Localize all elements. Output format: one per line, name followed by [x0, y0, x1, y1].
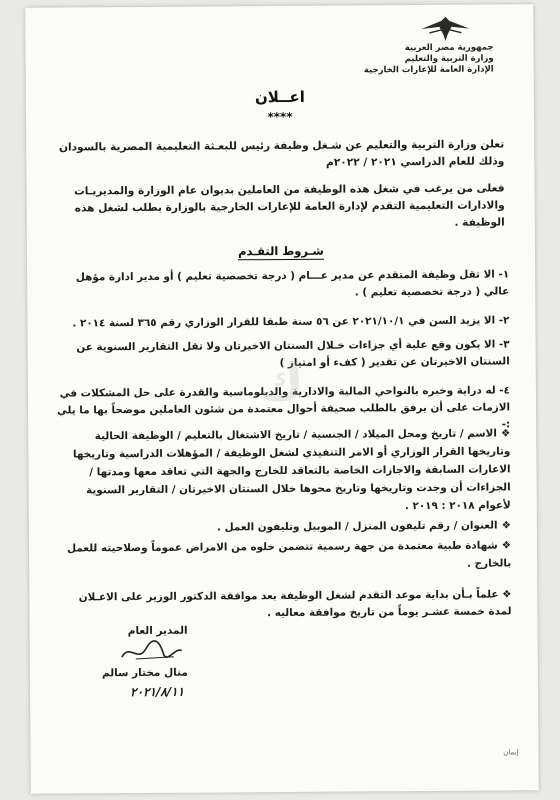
condition-4: ٤- له دراية وخبره بالنواحي المالية والادارية والدبلوماسية والقدرة على حل المشكلات في الازمات على أن يرفق بالطلب صحيفة أحوال معتمدة من شئون العاملين موضحاً بها ما يلي :-	[56, 384, 511, 431]
signatory-title: المدير العام	[127, 624, 188, 638]
list-item	[54, 424, 511, 517]
conditions-heading-text: شـروط التقـدم	[238, 243, 324, 259]
list-item-text: شهادة طبية معتمدة من جهة رسمية تتضمن خلوه من الامراض عموماً وصلاحيته للعمل بالخارج .	[67, 539, 512, 570]
list-item-text: العنوان / رقم تليفون المنزل / الموبيل وتليفون العمل .	[216, 519, 498, 534]
letterhead-line-2: وزارة التربية والتعليم	[404, 53, 494, 65]
document-page	[25, 4, 538, 794]
eagle-emblem-icon	[419, 15, 471, 43]
list-item	[55, 516, 511, 537]
list-item	[55, 536, 511, 575]
closing-line-1-text: علماً بـأن بداية موعد التقدم لشغل الوظيفة بعد موافقة الدكتور الوزير على الاعـلان	[78, 588, 499, 604]
ministry-letterhead	[363, 12, 499, 85]
closing-line-2: لمدة خمسة عشـر يوماً من تاريخ موافقة معاليه .	[267, 605, 512, 620]
handwritten-signature-icon	[116, 637, 186, 667]
required-documents-list	[54, 424, 511, 577]
announcement-title: اعــلان	[254, 87, 305, 107]
letterhead-line-3: الإدارة العامة للإعارات الخارجية	[363, 64, 494, 76]
list-item-text: الاسم / تاريخ ومحل الميلاد / الجنسية / تاريخ الاشتغال بالتعليم / الوظيفة الحالية وتاريخها القرار الوزاري أو الامر التنفيذي لشغل الوظيفة / المؤهلات الدراسية وتاريخها الاعارات السابقة والاجازات الخاصة بالتعاقد للخارج والجهة التي تعاقد معها ومدتها / الجزاءات أن وجدت وتاريخها وتاريخ محوها خلال السنتان الاخيرتان / التقارير السنوية لأعوام ٢٠١٨ : ٢٠١٩ .	[72, 427, 511, 513]
conditions-heading	[27, 242, 535, 260]
intro-paragraph-1: تعلن وزارة التربية والتعليم عن شـغل وظيفة رئيس للبعـثة التعليمية المصرية بالسودان وذلك للعام الدراسي ٢٠٢١ / ٢٠٢٢م	[58, 138, 505, 169]
condition-2: ٢- الا يزيد السن في ٢٠٢١/١٠/١ عن ٥٦ سنة طبقا للقرار الوزاري رقم ٣٦٥ لسنة ٢٠١٤ .	[72, 314, 510, 330]
signature-date: ٢٠٢١/٨/١١	[130, 684, 185, 700]
bullet-diamond-icon: ❖	[501, 539, 512, 552]
intro-paragraph-2: فعلى من يرغب في شغل هذه الوظيفة من العاملين بديوان عام الوزارة والمديريـات والادارات التعليمية التقدم لإدارة العامة للإعارات الخارجية بالوزارة بطلب لشغل هذه الوظيفة .	[74, 182, 505, 229]
bullet-diamond-icon: ❖	[500, 427, 511, 440]
condition-1: ١- الا تقل وظيفة المتقدم عن مدير عـــام ( درجة تخصصية تعليم ) أو مدير ادارة مؤهل عالي ( درجة تخصصية تعليم ) .	[75, 268, 510, 299]
signatory-name: منال مختار سالم	[101, 666, 188, 680]
title-stars: ****	[267, 109, 293, 125]
letterhead-line-1: جمهورية مصر العربية	[404, 42, 494, 54]
footer-mark: إيمان	[503, 748, 519, 757]
bullet-diamond-icon: ❖	[498, 588, 512, 601]
bullet-diamond-icon: ❖	[501, 519, 511, 532]
condition-3: ٣- الا يكون وقع علية أي جزاءات خـلال السنتان الاخيرتان ولا تقل التقارير السنوية عن السنتان الاخيرتان عن تقدير ( كفء أو امتياز )	[76, 338, 510, 370]
closing-note	[55, 586, 511, 623]
signature-block	[68, 624, 188, 700]
watermark-logo: ك	[258, 354, 306, 414]
